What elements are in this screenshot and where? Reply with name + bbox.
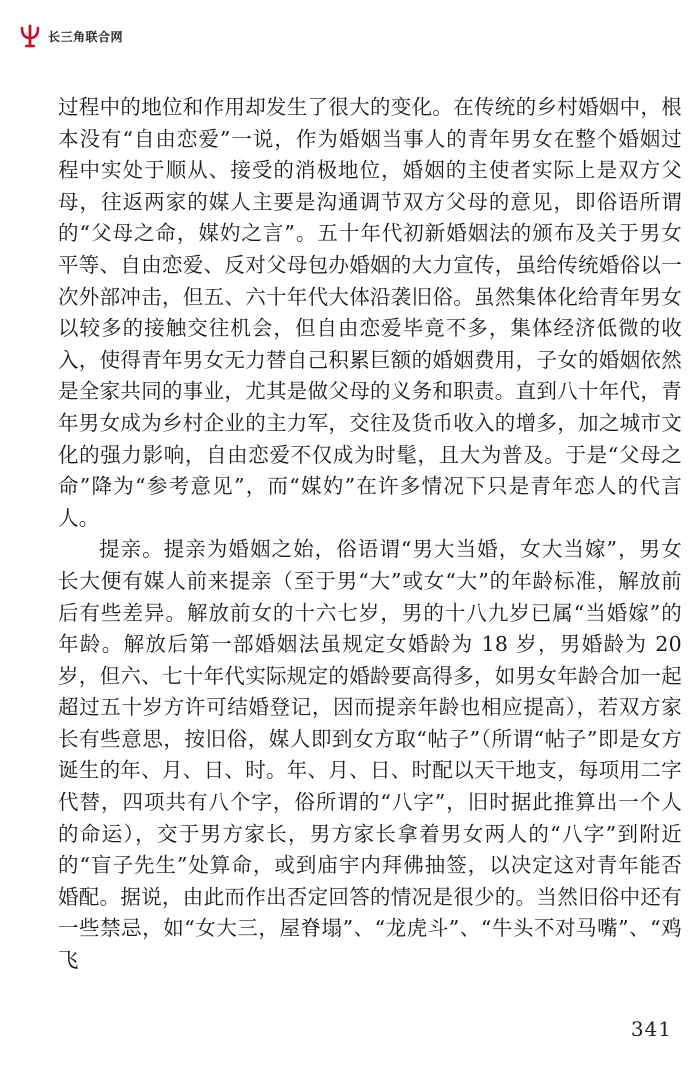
paragraph-1: 过程中的地位和作用却发生了很大的变化。在传统的乡村婚姻中，根本没有“自由恋爱”一说，作为婚姻当事人的青年男女在整个婚姻过程中实处于顺从、接受的消极地位，婚姻的主使者实际上是双方父母，往返两家的媒人主要是沟通调节双方父母的意见，即俗语所谓的“父母之命，媒妁之言”。五十年代初新婚姻法的颁布及关于男女平等、自由恋爱、反对父母包办婚姻的大力宣传，虽给传统婚俗以一次外部冲击，但五、六十年代大体沿袭旧俗。虽然集体化给青年男女以较多的接触交往机会，但自由恋爱毕竟不多，集体经济低微的收入，使得青年男女无力替自己积累巨额的婚姻费用，子女的婚姻依然是全家共同的事业，尤其是做父母的义务和职责。直到八十年代，青年男女成为乡村企业的主力军，交往及货币收入的增多，加之城市文化的强力影响，自由恋爱不仅成为时髦，且大为普及。于是“父母之命”降为“参考意见”，而“媒妁”在许多情况下只是青年恋人的代言人。 (58, 95, 682, 530)
page-header (18, 20, 123, 52)
site-name: 长三角联合网 (48, 29, 124, 44)
page-number: 341 (630, 1017, 672, 1041)
paragraph-2: 提亲。提亲为婚姻之始，俗语谓“男大当婚，女大当嫁”，男女长大便有媒人前来提亲（至于男“大”或女“大”的年龄标准，解放前后有些差异。解放前女的十六七岁，男的十八九岁已属“当婚嫁”的年龄。解放后第一部婚姻法虽规定女婚龄为 18 岁，男婚龄为 20 岁，但六、七十年代实际规定的婚龄要高得多，如男女年龄合加一起超过五十岁方许可结婚登记，因而提亲年龄也相应提高），若双方家长有些意思，按旧俗，媒人即到女方取“帖子”（所谓“帖子”即是女方诞生的年、月、日、时。年、月、日、时配以天干地支，每项用二字代替，四项共有八个字，俗所谓的“八字”，旧时据此推算出一个人的命运），交于男方家长，男方家长拿着男女两人的“八字”到附近的“盲子先生”处算命，或到庙宇内拜佛抽签，以决定这对青年能否婚配。据说，由此而作出否定回答的情况是很少的。当然旧俗中还有一些禁忌，如“女大三，屋脊塌”、“龙虎斗”、“牛头不对马嘴”、“鸡飞 (58, 537, 682, 973)
document-body (58, 92, 682, 977)
psi-logo-icon (18, 24, 42, 48)
